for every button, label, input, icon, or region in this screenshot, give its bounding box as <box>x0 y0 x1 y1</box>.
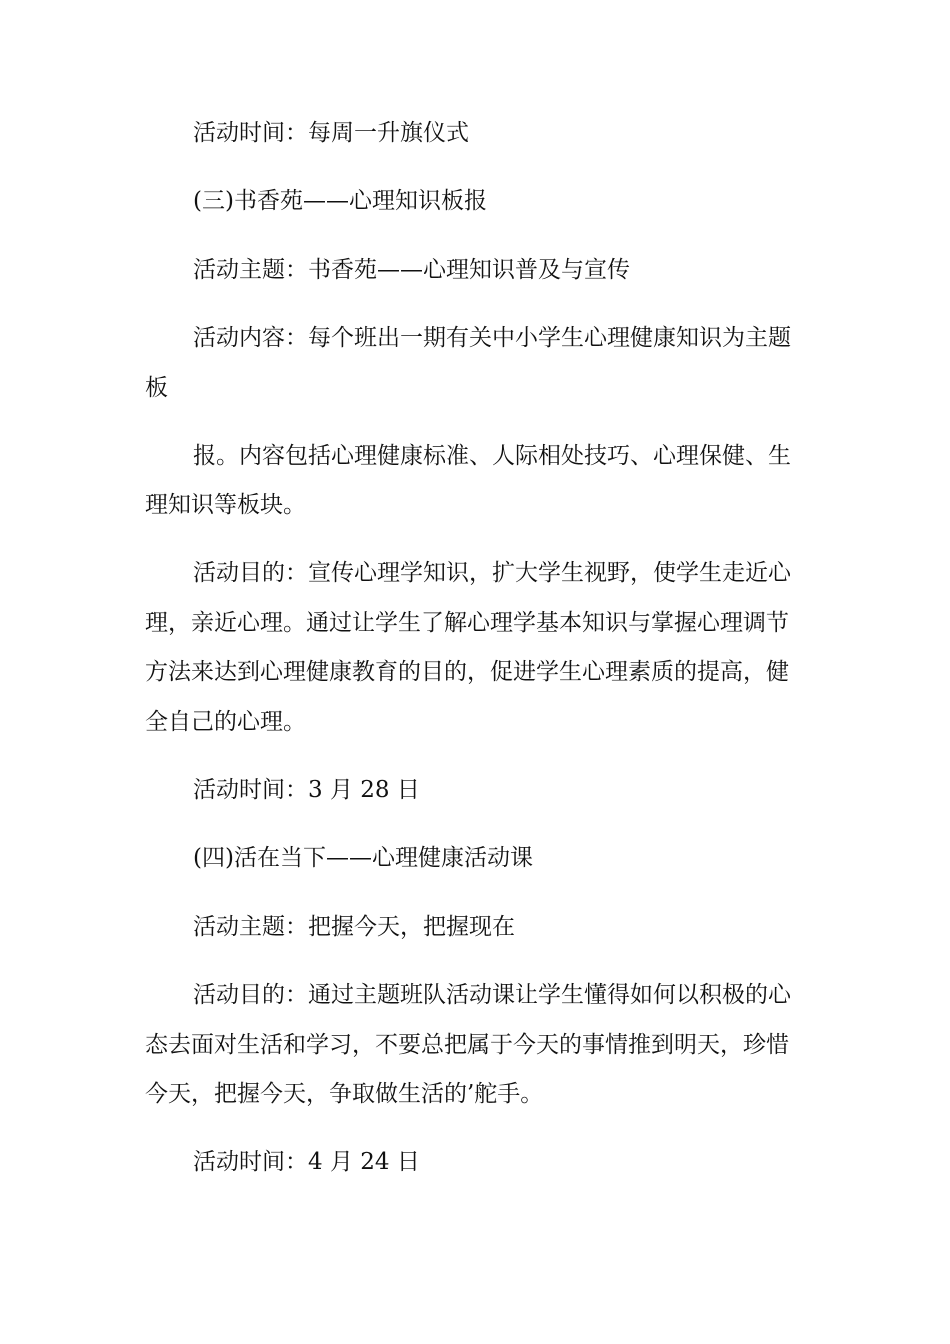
section-heading-4: (四)活在当下——心理健康活动课 <box>193 845 533 871</box>
activity-theme-line: 活动主题：书香苑——心理知识普及与宣传 <box>193 257 630 283</box>
activity-purpose-line: 方法来达到心理健康教育的目的，促进学生心理素质的提高，健 <box>145 659 789 685</box>
activity-theme-line: 活动主题：把握今天，把握现在 <box>193 914 515 940</box>
activity-purpose-line: 今天，把握今天，争取做生活的’舵手。 <box>145 1081 544 1107</box>
activity-purpose-line: 活动目的：宣传心理学知识，扩大学生视野，使学生走近心 <box>193 560 791 586</box>
activity-purpose-line: 态去面对生活和学习，不要总把属于今天的事情推到明天，珍惜 <box>145 1032 789 1058</box>
activity-time-line: 活动时间：4 月 24 日 <box>193 1149 420 1175</box>
activity-content-line: 理知识等板块。 <box>145 492 306 518</box>
activity-time-line: 活动时间：每周一升旗仪式 <box>193 120 469 146</box>
activity-purpose-line: 理，亲近心理。通过让学生了解心理学基本知识与掌握心理调节 <box>145 610 789 636</box>
activity-content-line: 板 <box>145 375 168 401</box>
activity-purpose-line: 全自己的心理。 <box>145 709 306 735</box>
activity-content-line: 活动内容：每个班出一期有关中小学生心理健康知识为主题 <box>193 325 791 351</box>
section-heading-3: (三)书香苑——心理知识板报 <box>193 188 487 214</box>
activity-content-line: 报。内容包括心理健康标准、人际相处技巧、心理保健、生 <box>193 443 791 469</box>
activity-purpose-line: 活动目的：通过主题班队活动课让学生懂得如何以积极的心 <box>193 982 791 1008</box>
activity-time-line: 活动时间：3 月 28 日 <box>193 777 420 803</box>
